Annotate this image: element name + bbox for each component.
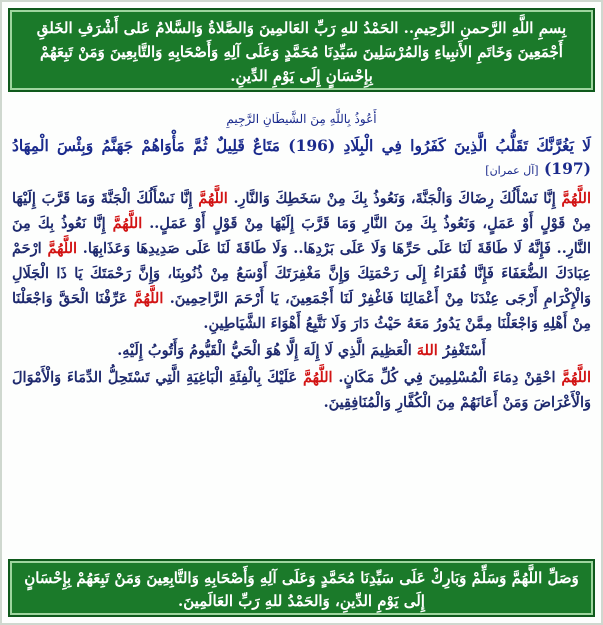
dua-part-2: إِنَّا نَسْأَلُكَ الْجَنَّةَ وَمَا قَرَّبَ إِلَيْهَا مِنْ قَوْلٍ أَوْ عَمَلٍ، وَنَعُوذُ بِكَ مِنَ النَّارِ وَمَا قَرَّبَ إِلَيْهَا مِنْ قَوْلٍ أَوْ عَمَلٍ.. — [12, 190, 592, 232]
dua-part-4: ارْحَمْ عِبَادَكَ الضُّعَفَاءَ فَإِنَّا فُقَرَاءُ إِلَى رَحْمَتِكَ وَإِنَّ مَغْفِرَتَكَ أَوْسَعُ مِنْ ذُنُوبِنَا، وَإِنَّ رَحْمَتَكَ يَا ذَا الْجَلَالِ وَالْإِكْرَامِ أَرْجَى عِنْدَنَا مِنْ أَعْمَالِنَا فَاغْفِرْ لَنَا أَجْمَعِينَ، يَا أَرْحَمَ الرَّاحِمِينَ. — [12, 240, 591, 307]
header-text: بِسمِ اللَّهِ الرَّحمنِ الرَّحِيمِ.. الحَمْدُ للهِ رَبِّ العَالمِينَ وَالصَّلاةُ وَالسَّلامُ عَلى أَشْرَفِ الخَلقِ أَجْمَعِينَ وَخَاتَمِ الأَنبِياءِ وَالمُرْسَلِينَ سَيِّدِنَا مُحَمَّدٍ وَعَلَى آلِهِ وَأَصْحَابِهِ وَالتَّابِعِينَ وَمَنْ تَبِعَهُمْ بِإِحْسَانٍ إِلَى يَوْمِ الدِّينِ. — [36, 19, 567, 85]
quran-verse — [12, 134, 591, 182]
header-banner — [8, 8, 595, 92]
allahumma-6: اللَّهُمَّ — [561, 369, 591, 386]
istighfar-after: الْعَظِيمَ الَّذِي لَا إِلَهَ إِلَّا هُوَ الْحَيُّ الْقَيُّومُ وَأَتُوبُ إِلَيْهِ. — [117, 342, 417, 359]
dua2-part-2: عَلَيْكَ بِالْفِئَةِ الْبَاغِيَةِ الَّتِي تَسْتَحِلُّ الدِّمَاءَ وَالْأَمْوَالَ وَالْأَعْرَاضَ وَمَنْ أَعَانَهُمْ مِنَ الْكُفَّارِ وَالْمُنَافِقِينَ. — [12, 369, 591, 411]
allahumma-5: اللَّهُمَّ — [133, 290, 164, 307]
allahumma-7: اللَّهُمَّ — [302, 369, 333, 386]
istighfar-line — [12, 338, 591, 363]
dua-paragraph — [12, 186, 591, 336]
istiadha-line: أَعُوذُ بِاللَّهِ مِنَ الشَّيطَانِ الرَّجِيمِ — [226, 112, 377, 126]
allahumma-2: اللَّهُمَّ — [198, 190, 228, 207]
footer-text: وَصَلِّ اللَّهُمَّ وَسَلِّمْ وَبَارِكْ عَلَى سَيِّدِنَا مُحَمَّدٍ وَعَلَى آلِهِ وَأَصْحَابِهِ وَالتَّابِعِينَ وَمَنْ تَبِعَهُمْ بِإِحْسَانٍ إِلَى يَوْمِ الدِّينِ، وَالحَمْدُ للهِ رَبِّ العَالَمِينَ. — [24, 569, 579, 610]
main-content — [12, 98, 591, 553]
verse-source: [آل عمران] — [485, 164, 539, 177]
istighfar-allah: اللهَ — [416, 342, 438, 359]
allahumma-1: اللَّهُمَّ — [561, 190, 591, 207]
allahumma-4: اللَّهُمَّ — [47, 240, 78, 257]
footer-banner — [8, 559, 595, 617]
verse-text: لَا يَغُرَّنَّكَ تَقَلُّبُ الَّذِينَ كَفَرُوا فِي الْبِلَادِ (196) مَتَاعٌ قَلِيلٌ ثُمَّ مَأْوَاهُمْ جَهَنَّمُ وَبِئْسَ الْمِهَادُ (197) — [12, 136, 592, 178]
dua-part-1: إِنَّا نَسْأَلُكَ رِضَاكَ وَالْجَنَّةَ، وَنَعُوذُ بِكَ مِنْ سَخَطِكَ وَالنَّارِ. — [227, 190, 562, 207]
dua-paragraph-2 — [12, 365, 591, 415]
istighfar-before: أَسْتَغْفِرُ — [437, 342, 486, 359]
dua-part-3: إِنَّا نَعُوذُ بِكَ مِنَ النَّارِ.. فَإِنَّهُ لَا طَاقَةَ لَنَا عَلَى حَرِّهَا وَلَا عَلَى بَرْدِهَا.. وَلَا طَاقَةَ لَنَا عَلَى صَدِيدِهَا وَعَذَابِهَا. — [12, 215, 591, 257]
dua2-part-1: احْقِنْ دِمَاءَ الْمُسْلِمِينَ فِي كُلِّ مَكَانٍ. — [332, 369, 562, 386]
dua-part-5: عَرِّفْنَا الْحَقَّ وَاجْعَلْنَا مِنْ أَهْلِهِ وَاجْعَلْنَا مِمَّنْ يَدُورُ مَعَهُ حَيْثُ دَارَ وَلَا نَتَّبِعُ أَهْوَاءَ الشَّيَاطِينِ. — [12, 290, 591, 332]
allahumma-3: اللَّهُمَّ — [112, 215, 143, 232]
